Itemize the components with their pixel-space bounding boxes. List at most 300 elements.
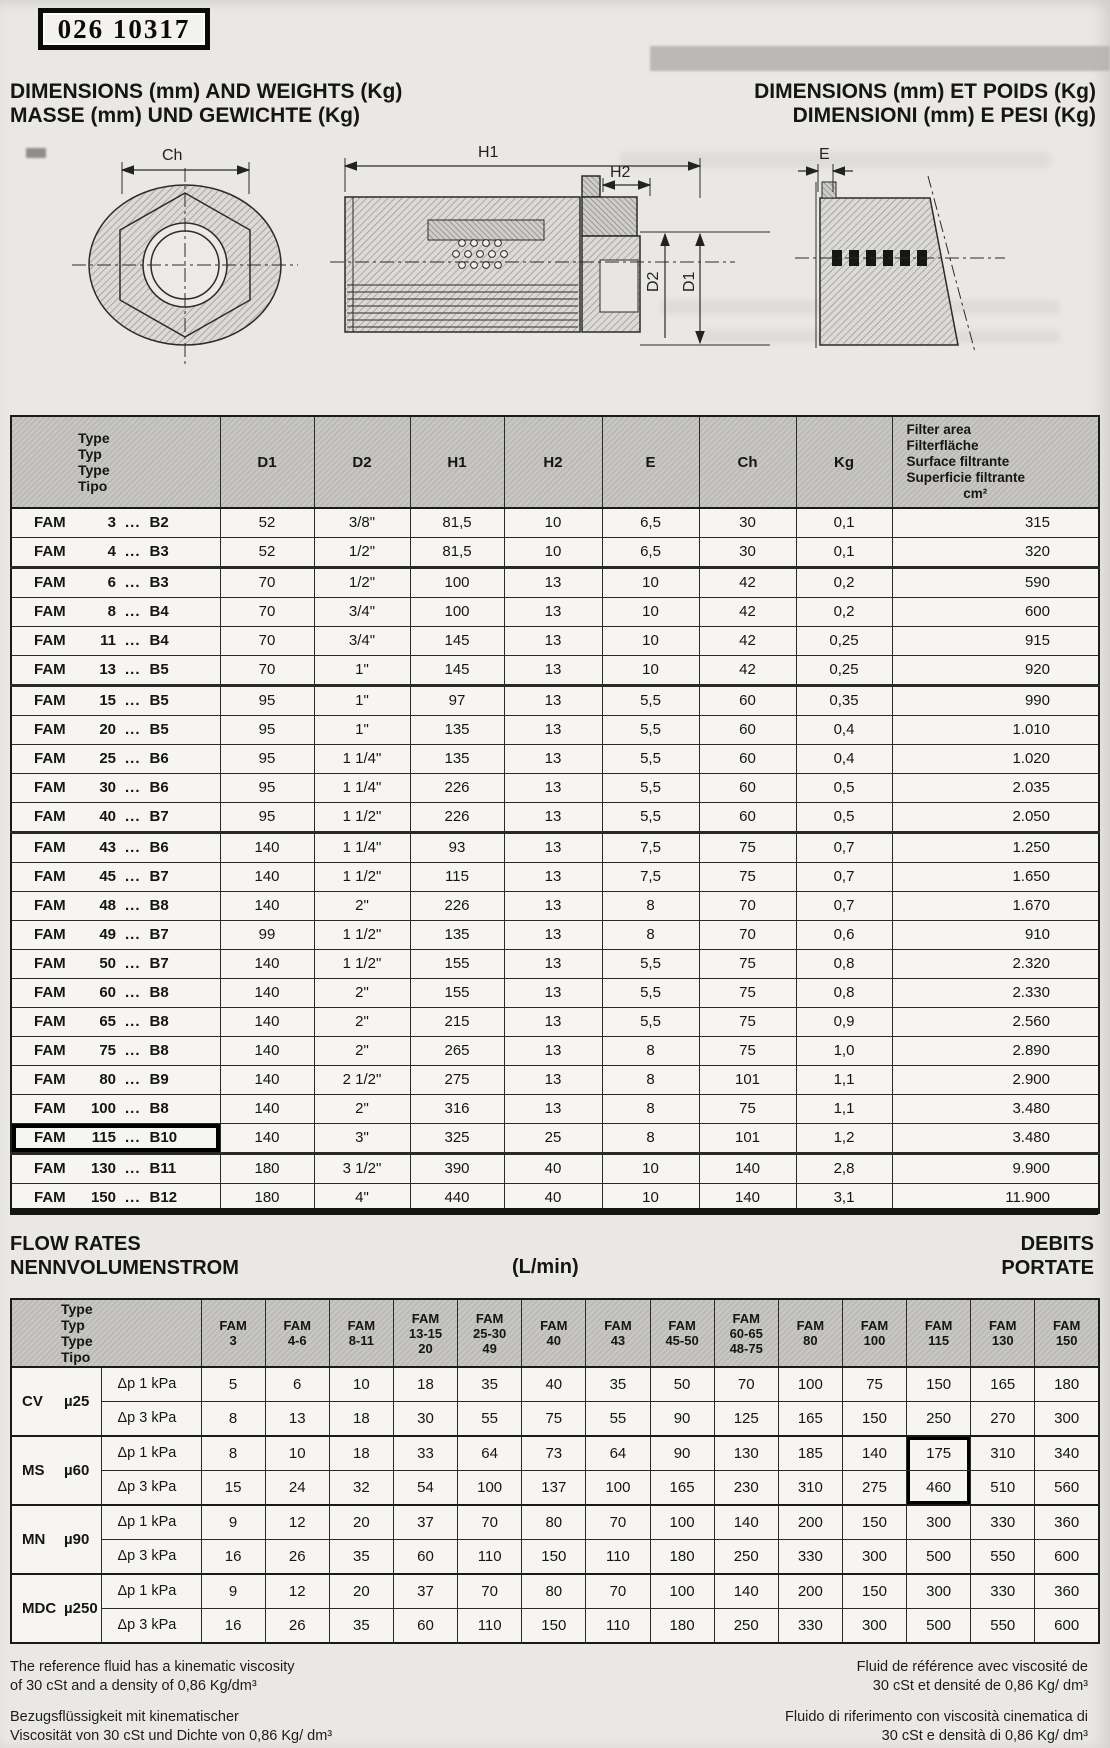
flow-group-cell [11,1367,101,1436]
dim-label-ch: Ch [162,147,183,164]
dim-value-cell: 2 1/2" [314,1066,410,1095]
filter-area-cell: 2.035 [892,774,1099,803]
flow-type-header-line: Type [61,1333,93,1349]
type-cell [11,1008,220,1037]
dim-value-cell: 7,5 [602,863,699,892]
fam-header-line: FAM [219,1318,247,1333]
flow-row [11,1540,1099,1575]
type-dots: ... [125,1071,141,1088]
type-number: 25 [99,750,116,767]
area-header [892,416,1099,508]
dim-value-cell: 5,5 [602,716,699,745]
flow-group-micron: µ250 [64,1600,98,1617]
type-prefix: FAM [34,926,66,943]
dim-value-cell: 10 [602,656,699,686]
type-number: 3 [107,514,116,531]
col-header-d2: D2 [314,416,410,508]
dim-value-cell: 13 [504,568,602,598]
flow-value-cell: 64 [586,1436,650,1471]
flow-value-cell: 200 [778,1574,842,1609]
dimensions-row [11,1095,1099,1124]
type-cell [11,627,220,656]
type-dots: ... [125,750,141,767]
dim-value-cell: 52 [220,508,314,538]
flow-value-cell: 230 [714,1471,778,1506]
type-header-line: Type [78,462,110,478]
flow-value-cell: 75 [842,1367,906,1402]
dim-value-cell: 2" [314,979,410,1008]
dim-value-cell: 1" [314,716,410,745]
dp-label-cell: Δp 1 kPa [101,1367,201,1402]
flow-value-cell: 30 [393,1402,457,1437]
flow-value-cell: 110 [586,1609,650,1644]
dim-label-h2: H2 [610,164,631,181]
type-prefix: FAM [34,750,66,767]
flow-value-cell: 35 [458,1367,522,1402]
type-prefix: FAM [34,1160,66,1177]
dim-value-cell: 1 1/2" [314,863,410,892]
titles-right [754,80,1096,128]
dim-value-cell: 60 [699,745,796,774]
flow-value-cell: 360 [1035,1574,1099,1609]
dim-value-cell: 1 1/4" [314,833,410,863]
filter-area-cell: 315 [892,508,1099,538]
flow-value-cell: 600 [1035,1540,1099,1575]
fam-header-line: 13-15 [408,1325,443,1341]
dim-value-cell: 13 [504,1066,602,1095]
title-de: MASSE (mm) UND GEWICHTE (Kg) [10,104,360,127]
dim-value-cell: 140 [220,1037,314,1066]
dim-value-cell: 3/4" [314,598,410,627]
flow-group-micron: µ90 [64,1531,90,1548]
dim-value-cell: 13 [504,1037,602,1066]
type-number: 43 [99,839,116,856]
flow-group-cell [11,1436,101,1505]
dimensions-row [11,1124,1099,1154]
dim-value-cell: 10 [602,1184,699,1214]
fam-header-line: 45-50 [665,1333,699,1348]
flow-value-cell: 330 [778,1540,842,1575]
dim-value-cell: 40 [504,1154,602,1184]
flow-value-cell: 70 [458,1574,522,1609]
flow-value-cell: 310 [778,1471,842,1506]
dim-value-cell: 95 [220,803,314,833]
dim-value-cell: 10 [602,598,699,627]
type-prefix: FAM [34,1100,66,1117]
type-cell [11,774,220,803]
dp-label-cell: Δp 1 kPa [101,1436,201,1471]
dimensions-header-row [11,416,1099,508]
flow-value-cell: 150 [842,1402,906,1437]
footnote-en [10,1658,295,1696]
flow-value-cell: 80 [522,1574,586,1609]
flow-value-cell: 50 [650,1367,714,1402]
type-number: 15 [99,692,116,709]
dim-value-cell: 70 [220,656,314,686]
dim-value-cell: 5,5 [602,950,699,979]
type-prefix: FAM [34,632,66,649]
dim-value-cell: 1,1 [796,1095,892,1124]
footnote-line: Fluid de référence avec viscosité de [856,1659,1088,1675]
type-header-line: Typ [78,446,102,462]
type-dots: ... [125,721,141,738]
filter-area-cell: 2.320 [892,950,1099,979]
dim-value-cell: 75 [699,950,796,979]
dim-value-cell: 135 [410,921,504,950]
dim-value-cell: 140 [699,1154,796,1184]
dim-value-cell: 1/2" [314,568,410,598]
dim-value-cell: 13 [504,686,602,716]
flow-value-cell: 16 [201,1540,265,1575]
dim-value-cell: 13 [504,863,602,892]
type-number: 150 [90,1189,116,1206]
type-cell [11,1066,220,1095]
flow-value-cell: 100 [586,1471,650,1506]
type-number: 60 [99,984,116,1001]
dim-value-cell: 0,35 [796,686,892,716]
dim-value-cell: 440 [410,1184,504,1214]
dimensions-row [11,1154,1099,1184]
fam-header-line: FAM [1052,1318,1081,1333]
type-cell [11,833,220,863]
type-code: B5 [149,692,169,709]
flow-value-cell: 150 [842,1574,906,1609]
dim-value-cell: 8 [602,1066,699,1095]
flow-value-cell: 32 [329,1471,393,1506]
filter-area-cell: 910 [892,921,1099,950]
type-prefix: FAM [34,839,66,856]
dimensions-row [11,892,1099,921]
type-cell [11,1154,220,1184]
flow-value-cell: 310 [971,1436,1035,1471]
dim-value-cell: 13 [504,979,602,1008]
dim-value-cell: 226 [410,774,504,803]
dim-label-e: E [819,146,830,163]
flow-group-cell [11,1574,101,1643]
type-number: 11 [100,632,116,649]
fam-column-header [714,1299,778,1367]
type-dots: ... [125,632,141,649]
fam-column-header [201,1299,265,1367]
type-number: 75 [99,1042,116,1059]
footnote-line: 30 cSt e densità di 0,86 Kg/ dm³ [881,1728,1088,1744]
dimensions-row [11,656,1099,686]
footnote-line: of 30 cSt and a density of 0,86 Kg/dm³ [10,1678,257,1694]
dim-value-cell: 140 [220,863,314,892]
dim-value-cell: 75 [699,863,796,892]
dim-value-cell: 0,7 [796,892,892,921]
filter-area-cell: 2.900 [892,1066,1099,1095]
flow-value-cell: 70 [586,1574,650,1609]
flow-value-cell: 18 [393,1367,457,1402]
type-number: 49 [99,926,116,943]
type-prefix: FAM [34,603,66,620]
type-cell [11,508,220,538]
flow-title-fr: DEBITS [1020,1233,1094,1255]
flow-value-cell: 165 [778,1402,842,1437]
flow-value-cell: 550 [971,1609,1035,1644]
footnote-line: Viscosität von 30 cSt und Dichte von 0,86 Kg/ dm³ [10,1728,333,1744]
dim-value-cell: 1,0 [796,1037,892,1066]
flow-value-cell: 185 [778,1436,842,1471]
dim-value-cell: 40 [504,1184,602,1214]
dim-value-cell: 215 [410,1008,504,1037]
footnote-it [785,1708,1088,1746]
dim-value-cell: 5,5 [602,774,699,803]
flow-value-cell: 18 [329,1436,393,1471]
fam-header-line: FAM [475,1310,504,1326]
type-cell [11,656,220,686]
col-header-d1: D1 [220,416,314,508]
flow-value-cell: 560 [1035,1471,1099,1506]
col-header-ch: Ch [699,416,796,508]
flow-value-cell: 275 [842,1471,906,1506]
type-code: B10 [149,1129,178,1146]
dim-value-cell: 30 [699,538,796,568]
type-dots: ... [125,514,141,531]
flow-value-cell: 140 [714,1505,778,1540]
flow-value-cell: 140 [714,1574,778,1609]
flow-value-cell: 100 [458,1471,522,1506]
footnote-line: Bezugsflüssigkeit mit kinematischer [10,1709,239,1725]
flow-value-cell: 180 [650,1540,714,1575]
flow-value-cell: 24 [265,1471,329,1506]
type-prefix: FAM [34,543,66,560]
dim-value-cell: 140 [220,1066,314,1095]
drawing-side-view [330,158,770,345]
flow-type-header-line: Type [61,1301,93,1317]
flow-header-row [11,1299,1099,1367]
dim-value-cell: 70 [699,921,796,950]
filter-area-cell: 3.480 [892,1095,1099,1124]
type-prefix: FAM [34,868,66,885]
flow-value-cell: 55 [586,1402,650,1437]
fam-column-header [650,1299,714,1367]
dim-value-cell: 2,8 [796,1154,892,1184]
dim-value-cell: 265 [410,1037,504,1066]
dim-value-cell: 135 [410,745,504,774]
dimensions-row [11,979,1099,1008]
flow-value-cell: 26 [265,1609,329,1644]
fam-header-line: 3 [229,1333,237,1348]
dim-value-cell: 95 [220,745,314,774]
dim-label-h1: H1 [478,144,499,161]
flow-type-header-line: Tipo [61,1349,91,1365]
filter-area-cell: 1.650 [892,863,1099,892]
type-number: 4 [107,543,116,560]
dim-value-cell: 0,25 [796,656,892,686]
dim-label-d1: D1 [681,271,698,292]
flow-value-cell: 80 [522,1505,586,1540]
type-dots: ... [125,926,141,943]
flow-value-cell: 330 [971,1574,1035,1609]
dim-value-cell: 2" [314,1037,410,1066]
type-cell [11,568,220,598]
type-cell [11,538,220,568]
dim-value-cell: 42 [699,627,796,656]
flow-value-cell: 550 [971,1540,1035,1575]
flow-title-right [1001,1232,1094,1280]
flow-title-de: NENNVOLUMENSTROM [10,1257,239,1279]
dimensions-row [11,686,1099,716]
filter-area-cell: 920 [892,656,1099,686]
type-number: 115 [91,1129,116,1146]
col-header-e: E [602,416,699,508]
type-code: B6 [149,779,169,796]
type-code: B7 [149,926,169,943]
dim-value-cell: 13 [504,745,602,774]
flow-value-cell: 200 [778,1505,842,1540]
flow-value-cell: 73 [522,1436,586,1471]
dim-value-cell: 3,1 [796,1184,892,1214]
flow-row [11,1574,1099,1609]
dim-value-cell: 13 [504,1095,602,1124]
fam-header-line: 150 [1055,1333,1078,1348]
dim-value-cell: 0,6 [796,921,892,950]
type-code: B11 [149,1160,177,1177]
flow-value-cell: 250 [714,1540,778,1575]
dim-value-cell: 155 [410,979,504,1008]
drawing-flange-view [795,164,1005,352]
dimensions-row [11,921,1099,950]
flow-value-cell: 360 [1035,1505,1099,1540]
flow-value-cell: 40 [522,1367,586,1402]
flow-value-cell: 300 [1035,1402,1099,1437]
flow-value-cell: 9 [201,1574,265,1609]
type-number: 130 [90,1160,116,1177]
dim-value-cell: 60 [699,716,796,745]
flow-value-cell: 16 [201,1609,265,1644]
dimensions-row [11,1037,1099,1066]
filter-area-cell: 600 [892,598,1099,627]
dim-value-cell: 0,1 [796,538,892,568]
type-number: 40 [99,808,116,825]
type-cell [11,1037,220,1066]
dimensions-row [11,833,1099,863]
type-code: B8 [149,1042,169,1059]
flow-title-left [10,1232,239,1280]
type-prefix: FAM [34,779,66,796]
flow-value-cell: 70 [714,1367,778,1402]
type-prefix: FAM [34,1129,66,1146]
type-dots: ... [125,808,141,825]
dim-value-cell: 75 [699,1008,796,1037]
flow-value-cell: 300 [907,1505,971,1540]
flow-value-cell: 12 [265,1574,329,1609]
dim-value-cell: 1,1 [796,1066,892,1095]
type-code: B7 [149,868,169,885]
flow-value-cell: 70 [458,1505,522,1540]
flow-value-cell: 300 [907,1574,971,1609]
type-dots: ... [125,543,141,560]
flow-value-cell: 18 [329,1402,393,1437]
dimensions-table-body [11,508,1099,1213]
type-cell [11,892,220,921]
dim-value-cell: 75 [699,1095,796,1124]
flow-row [11,1505,1099,1540]
dimensions-row [11,950,1099,979]
dim-value-cell: 145 [410,627,504,656]
flow-value-cell: 330 [971,1505,1035,1540]
flow-value-cell: 60 [393,1609,457,1644]
flow-value-cell: 110 [586,1540,650,1575]
flow-group-micron: µ60 [64,1462,90,1479]
flow-value-cell: 500 [907,1540,971,1575]
type-code: B4 [149,632,169,649]
dim-value-cell: 0,8 [796,950,892,979]
flow-value-cell: 37 [393,1505,457,1540]
type-cell [11,979,220,1008]
flow-value-cell: 150 [522,1540,586,1575]
dim-value-cell: 100 [410,568,504,598]
flow-value-cell: 8 [201,1402,265,1437]
dim-value-cell: 0,4 [796,716,892,745]
dim-value-cell: 2" [314,1008,410,1037]
title-it: DIMENSIONI (mm) E PESI (Kg) [792,104,1096,127]
dim-value-cell: 7,5 [602,833,699,863]
type-header [11,416,220,508]
fam-column-header [458,1299,522,1367]
dim-value-cell: 2" [314,1095,410,1124]
dim-value-cell: 13 [504,774,602,803]
fam-header-line: 4-6 [287,1333,307,1348]
dimensions-row [11,863,1099,892]
dim-value-cell: 70 [220,568,314,598]
filter-area-cell: 1.670 [892,892,1099,921]
dimensions-row [11,568,1099,598]
fam-header-line: 20 [418,1340,433,1356]
flow-value-cell: 5 [201,1367,265,1402]
dp-label-cell: Δp 3 kPa [101,1540,201,1575]
type-dots: ... [125,603,141,620]
type-cell [11,803,220,833]
technical-drawings [0,140,1110,395]
flow-row [11,1609,1099,1644]
type-prefix: FAM [34,574,66,591]
filter-area-cell: 590 [892,568,1099,598]
dim-label-d2: D2 [645,271,662,292]
dim-value-cell: 8 [602,921,699,950]
fam-column-header [522,1299,586,1367]
dim-value-cell: 140 [220,979,314,1008]
fam-column-header [778,1299,842,1367]
flow-value-cell: 70 [586,1505,650,1540]
col-header-kg: Kg [796,416,892,508]
type-code: B3 [149,543,169,560]
flow-value-cell: 510 [971,1471,1035,1506]
type-dots: ... [125,574,141,591]
type-dots: ... [125,955,141,972]
dim-value-cell: 97 [410,686,504,716]
dim-value-cell: 226 [410,803,504,833]
type-code: B2 [149,514,169,531]
col-header-h1: H1 [410,416,504,508]
flow-value-cell: 165 [650,1471,714,1506]
dp-label-cell: Δp 1 kPa [101,1574,201,1609]
fam-header-line: FAM [860,1318,889,1333]
stamp-number: 026 10317 [57,13,191,44]
flow-value-cell: 20 [329,1574,393,1609]
type-dots: ... [125,1160,141,1177]
dp-label-cell: Δp 3 kPa [101,1609,201,1644]
dim-value-cell: 135 [410,716,504,745]
type-header-line: Tipo [78,478,108,494]
flow-value-cell: 20 [329,1505,393,1540]
section-divider [10,1208,1098,1215]
dimensions-row [11,538,1099,568]
type-dots: ... [125,1042,141,1059]
flow-group-name: MDC [22,1600,57,1617]
